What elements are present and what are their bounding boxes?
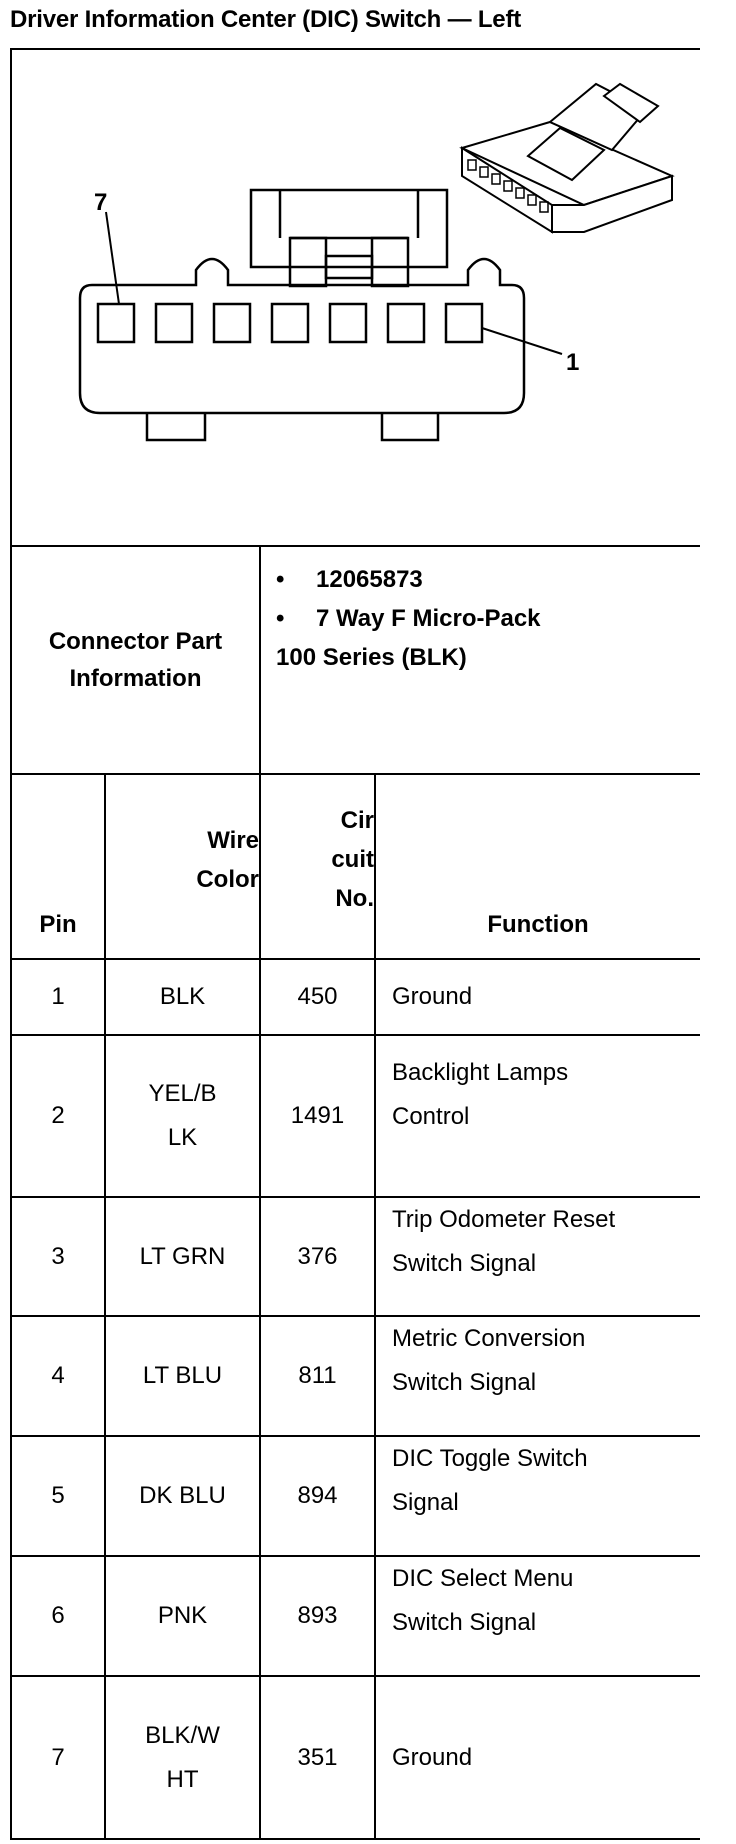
- connector-part-info-line2: Information: [69, 665, 202, 692]
- page-title: Driver Information Center (DIC) Switch — Left: [10, 6, 522, 33]
- wire-color-line2: HT: [166, 1765, 199, 1793]
- cavity-pin-1: [446, 304, 482, 342]
- cavity-pin-2: [388, 304, 424, 342]
- cavity-pin-5: [214, 304, 250, 342]
- table-cell-pin: 2: [51, 1102, 65, 1129]
- table-cell-wire-color: LT GRN: [139, 1242, 226, 1270]
- table-cell-pin: 3: [51, 1242, 65, 1270]
- function-line2: Switch Signal: [392, 1369, 537, 1396]
- table-cell-function: Ground: [392, 983, 473, 1010]
- table-cell-function: [392, 1198, 692, 1315]
- cavity-pin-6: [156, 304, 192, 342]
- header-wire-color: [106, 775, 259, 958]
- table-cell-wire-color: LT BLU: [142, 1362, 223, 1389]
- header-circuit-line1: Cir: [340, 807, 374, 834]
- table-cell-circuit: 893: [297, 1602, 338, 1629]
- table-cell-wire-color: [106, 1036, 259, 1196]
- header-function-text: Function: [487, 911, 589, 938]
- table-cell-circuit: 1491: [290, 1102, 345, 1129]
- connector-diagram: [0, 0, 736, 560]
- header-circuit-line2: cuit: [331, 846, 374, 873]
- function-line1: Metric Conversion: [392, 1325, 586, 1352]
- connector-part-info-line1: Connector Part: [48, 628, 223, 655]
- wire-color-line1: YEL/B: [148, 1080, 217, 1107]
- header-pin-text: Pin: [39, 911, 77, 938]
- cavity-pin-3: [330, 304, 366, 342]
- table-cell-pin: 7: [51, 1743, 65, 1771]
- connector-isometric-icon: [462, 84, 672, 232]
- function-line2: Control: [392, 1103, 470, 1130]
- header-wire-color-line1: Wire: [207, 826, 259, 854]
- table-cell-function: [392, 1036, 692, 1154]
- table-cell-wire-color: DK BLU: [139, 1482, 226, 1509]
- connector-part-details: [276, 560, 541, 677]
- connector-type: 7 Way F Micro-Pack: [316, 605, 541, 632]
- function-line2: Switch Signal: [392, 1609, 537, 1636]
- table-cell-circuit: 351: [297, 1743, 338, 1771]
- table-cell-wire-color: BLK: [159, 983, 206, 1010]
- table-cell-pin: 4: [51, 1362, 65, 1389]
- function-line1: Backlight Lamps: [392, 1059, 569, 1086]
- table-cell-pin: 6: [51, 1602, 65, 1629]
- part-number: 12065873: [316, 566, 423, 593]
- table-cell-function: Ground: [392, 1743, 473, 1771]
- pin-label-1: 1: [566, 349, 580, 376]
- bullet-icon: •: [276, 605, 285, 632]
- header-function: [376, 775, 700, 958]
- connector-body: [80, 259, 524, 413]
- bullet-icon: •: [276, 566, 285, 593]
- table-cell-circuit: 894: [297, 1482, 338, 1509]
- function-line2: Signal: [392, 1489, 459, 1516]
- table-cell-function: [392, 1317, 692, 1435]
- table-cell-pin: 1: [51, 983, 65, 1010]
- table-cell-circuit: 450: [297, 983, 338, 1010]
- table-cell-circuit: 376: [297, 1242, 338, 1270]
- function-line1: DIC Select Menu: [392, 1565, 574, 1592]
- connector-series: 100 Series (BLK): [276, 644, 467, 671]
- wire-color-line1: BLK/W: [145, 1721, 220, 1749]
- cavity-pin-7: [98, 304, 134, 342]
- function-line1: DIC Toggle Switch: [392, 1445, 588, 1472]
- wire-color-line2: LK: [167, 1124, 198, 1151]
- header-pin: [12, 775, 104, 958]
- table-cell-pin: 5: [51, 1482, 65, 1509]
- header-circuit-no: [261, 775, 374, 958]
- table-cell-function: [392, 1437, 692, 1555]
- table-cell-wire-color: PNK: [157, 1602, 208, 1629]
- table-cell-wire-color: [106, 1677, 259, 1838]
- function-line2: Switch Signal: [392, 1250, 537, 1277]
- table-cell-circuit: 811: [298, 1362, 337, 1389]
- pin-label-7: 7: [94, 189, 108, 216]
- pin-cavities: [98, 304, 482, 342]
- connector-part-info-label: [12, 547, 259, 773]
- header-wire-color-line2: Color: [196, 865, 259, 893]
- function-line1: Trip Odometer Reset: [392, 1206, 616, 1233]
- table-cell-function: [392, 1557, 692, 1675]
- cavity-pin-4: [272, 304, 308, 342]
- header-circuit-line3: No.: [335, 885, 374, 912]
